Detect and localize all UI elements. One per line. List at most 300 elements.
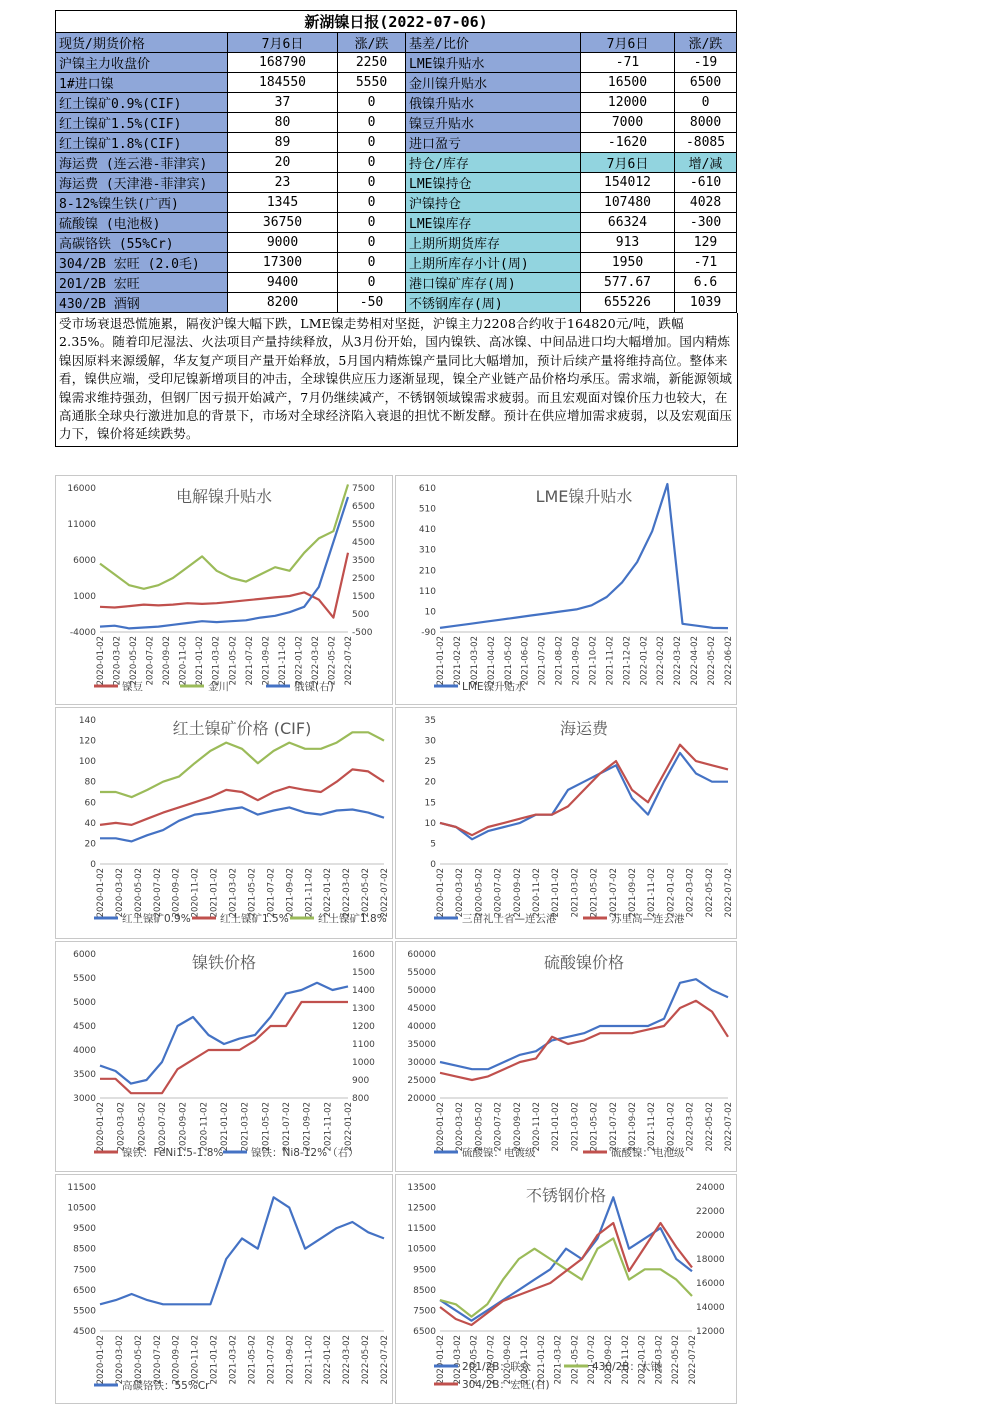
series-line [100, 732, 384, 797]
y-tick-label: 15 [424, 798, 436, 809]
x-tick-label: 2020-01-02 [436, 1102, 446, 1152]
series-line [440, 753, 728, 839]
left-row-change: 0 [338, 133, 406, 153]
chart-title: LME镍升贴水 [535, 487, 633, 506]
table-row [56, 153, 737, 173]
y2-tick-label: 900 [352, 1076, 370, 1086]
right-row-change: 6.6 [675, 273, 737, 293]
table-row [56, 253, 737, 273]
right-row-value: 913 [581, 233, 675, 253]
x-tick-label: 2022-02-02 [656, 636, 667, 686]
y2-tick-label: 1600 [352, 950, 375, 960]
left-row-change: 0 [338, 153, 406, 173]
y-tick-label: 11500 [67, 1183, 96, 1193]
x-tick-label: 2021-07-02 [266, 868, 277, 918]
x-tick-label: 2020-05-02 [133, 868, 144, 918]
right-subheader-date: 7月6日 [581, 153, 675, 173]
left-header-cell: 7月6日 [228, 33, 338, 53]
left-row-value: 9000 [228, 233, 338, 253]
x-tick-label: 2021-11-02 [647, 868, 658, 918]
x-tick-label: 2020-07-02 [152, 868, 163, 918]
y-tick-label: 140 [78, 716, 96, 726]
table-row [56, 173, 737, 193]
y-tick-label: 410 [418, 525, 436, 536]
left-header-cell: 涨/跌 [338, 33, 406, 53]
y2-tick-label: 24000 [696, 1183, 725, 1193]
y-tick-label: 210 [418, 566, 436, 577]
series-line [440, 1223, 692, 1325]
x-tick-label: 2022-07-02 [688, 1335, 698, 1385]
x-tick-label: 2022-03-02 [673, 636, 684, 686]
y-tick-label: -4000 [69, 628, 96, 638]
left-row-change: 0 [338, 173, 406, 193]
y-tick-label: 55000 [407, 968, 436, 978]
right-row-value: 16500 [581, 73, 675, 93]
y-tick-label: 8500 [73, 1244, 96, 1255]
x-tick-label: 2020-05-02 [474, 868, 485, 918]
y-tick-label: 5500 [73, 974, 96, 984]
right-row-value: -1620 [581, 133, 675, 153]
legend-label: 硫酸镍：电镀级 [462, 1147, 536, 1159]
y-tick-label: 25 [424, 757, 436, 768]
x-tick-label: 2021-04-02 [486, 636, 497, 686]
x-tick-label: 2022-01-02 [323, 1335, 334, 1385]
y2-tick-label: 1500 [352, 968, 375, 978]
left-row-label: 1#进口镍 [56, 73, 228, 93]
table-row [56, 193, 737, 213]
x-tick-label: 2022-03-02 [310, 636, 321, 686]
left-row-label: 201/2B 宏旺 [56, 273, 228, 293]
y-tick-label: 60 [84, 798, 96, 809]
table-row [56, 213, 737, 233]
x-tick-label: 2021-05-02 [589, 868, 600, 918]
right-row-label: 进口盈亏 [406, 133, 581, 153]
right-row-value: -71 [581, 53, 675, 73]
y2-tick-label: 16000 [696, 1279, 725, 1289]
x-tick-label: 2020-05-02 [129, 636, 140, 686]
chart-title: 硫酸镍价格 [543, 953, 625, 972]
x-tick-label: 2021-07-02 [608, 1102, 619, 1152]
legend-label: 俄镍(右) [294, 681, 334, 693]
y-tick-label: 9500 [73, 1224, 96, 1235]
x-tick-label: 2021-01-02 [436, 636, 446, 686]
y-tick-label: 5500 [73, 1306, 96, 1317]
right-row-value: 655226 [581, 293, 675, 313]
x-tick-label: 2021-09-02 [628, 1102, 638, 1152]
y2-tick-label: 1200 [352, 1022, 375, 1032]
x-tick-label: 2021-10-02 [588, 636, 599, 686]
legend-label: 高碳铬铁：55%Cr [122, 1380, 210, 1392]
y-tick-label: 610 [418, 484, 436, 494]
legend-label: 金川 [208, 681, 229, 693]
series-line [440, 979, 728, 1069]
left-row-change: 2250 [338, 53, 406, 73]
x-tick-label: 2022-05-02 [704, 1102, 715, 1152]
left-row-change: 0 [338, 213, 406, 233]
left-row-change: 0 [338, 193, 406, 213]
y2-tick-label: 1000 [352, 1058, 375, 1068]
x-tick-label: 2020-05-02 [469, 1335, 480, 1385]
y-tick-label: 16000 [67, 484, 96, 494]
y2-tick-label: 5500 [352, 520, 375, 530]
x-tick-label: 2020-05-02 [137, 1102, 148, 1152]
left-row-change: 5550 [338, 73, 406, 93]
x-tick-label: 2021-02-02 [452, 636, 463, 686]
x-tick-label: 2021-07-02 [608, 868, 619, 918]
right-row-change: -8085 [675, 133, 737, 153]
right-row-label: LME镍持仓 [406, 173, 581, 193]
legend-label: 苏里高—连云港 [611, 913, 685, 925]
series-line [100, 983, 348, 1084]
y-tick-label: 40 [84, 818, 96, 829]
y-tick-label: 7500 [73, 1265, 96, 1276]
y-tick-label: 35000 [407, 1040, 436, 1050]
right-row-change: -19 [675, 53, 737, 73]
x-tick-label: 2021-05-02 [589, 1102, 600, 1152]
x-tick-label: 2021-07-02 [537, 636, 548, 686]
right-row-value: 1950 [581, 253, 675, 273]
x-tick-label: 2021-09-02 [604, 1335, 614, 1385]
y2-tick-label: 20000 [696, 1231, 725, 1241]
right-row-label: 不锈钢库存(周) [406, 293, 581, 313]
y2-tick-label: 1400 [352, 986, 375, 996]
report-title: 新湖镍日报(2022-07-06) [56, 11, 737, 33]
x-tick-label: 2020-03-02 [452, 1335, 463, 1385]
y-tick-label: 45000 [407, 1004, 436, 1014]
table-row [56, 73, 737, 93]
right-row-change: 0 [675, 93, 737, 113]
x-tick-label: 2022-05-02 [707, 636, 718, 686]
y2-tick-label: 1100 [352, 1040, 375, 1050]
x-tick-label: 2022-01-02 [323, 868, 334, 918]
x-tick-label: 2022-03-02 [654, 1335, 665, 1385]
legend-label: 硫酸镍：电池级 [611, 1147, 685, 1159]
x-tick-label: 2022-03-02 [342, 1335, 353, 1385]
x-tick-label: 2020-03-02 [116, 1102, 127, 1152]
x-tick-label: 2022-03-02 [685, 868, 696, 918]
y-tick-label: 110 [418, 586, 436, 597]
y-tick-label: 6000 [73, 950, 96, 960]
x-tick-label: 2022-05-02 [361, 1335, 372, 1385]
chart-title: 不锈钢价格 [525, 1186, 607, 1205]
x-tick-label: 2020-07-02 [486, 1335, 497, 1385]
left-row-label: 304/2B 宏旺 (2.0毛) [56, 253, 228, 273]
x-tick-label: 2022-01-02 [666, 1102, 677, 1152]
x-tick-label: 2022-04-02 [690, 636, 701, 686]
x-tick-label: 2020-03-02 [114, 868, 125, 918]
x-tick-label: 2021-03-02 [570, 1102, 581, 1152]
x-tick-label: 2021-11-02 [647, 1102, 658, 1152]
x-tick-label: 2022-03-02 [342, 868, 353, 918]
market-summary: 受市场衰退恐慌施累，隔夜沪镍大幅下跌，LME镍走势相对坚挺，沪镍主力2208合约收于164820元/吨，跌幅2.35%。随着印尼湿法、火法项目产量持续释放，从3月份开始，国内镍铁、高冰镍、中间品进口均大幅增加。国内精炼镍因原料来源缓解，华友复产项目产量开始释放，5月国内精炼镍产量同比大幅增加，预计后续产量将维持高位。整体来看，镍供应端，受印尼镍新增项目的冲击，全球镍供应压力逐渐显现，镍全产业链产品价格均承压。需求端，新能源领域镍需求维持强劲，但钢厂因亏损开始减产，7月仍继续减产，不锈钢领域镍需求疲弱。而且宏观面对镍价压力也较大，在高通胀全球央行激进加息的背景下，市场对全球经济陷入衰退的担忧不断发酵。预计在供应增加需求疲弱，以及宏观面压力下，镍价将延续跌势。 [55, 313, 738, 447]
x-tick-label: 2021-11-02 [304, 868, 315, 918]
x-tick-label: 2021-12-02 [622, 636, 633, 686]
y-tick-label: 6500 [73, 1285, 96, 1296]
y-tick-label: -90 [421, 628, 436, 638]
y-tick-label: 30000 [407, 1058, 436, 1068]
y2-tick-label: 1500 [352, 592, 375, 602]
chart-panel-nickel-pig-iron [55, 941, 393, 1172]
y2-tick-label: -500 [352, 628, 373, 638]
left-row-value: 36750 [228, 213, 338, 233]
right-row-change: 129 [675, 233, 737, 253]
right-row-label: LME镍升贴水 [406, 53, 581, 73]
left-row-label: 高碳铬铁 (55%Cr) [56, 233, 228, 253]
left-row-label: 8-12%镍生铁(广西) [56, 193, 228, 213]
right-row-label: 俄镍升贴水 [406, 93, 581, 113]
x-tick-label: 2020-11-02 [532, 1102, 542, 1152]
right-row-label: 港口镍矿库存(周) [406, 273, 581, 293]
legend-label: 304/2B：宏旺(右) [462, 1379, 550, 1391]
y2-tick-label: 7500 [352, 484, 375, 494]
left-row-label: 沪镍主力收盘价 [56, 53, 228, 73]
left-row-change: 0 [338, 233, 406, 253]
y-tick-label: 20 [84, 839, 96, 850]
y2-tick-label: 18000 [696, 1255, 725, 1265]
legend-label: LME镍升贴水 [462, 681, 526, 693]
x-tick-label: 2020-11-02 [520, 1335, 530, 1385]
x-tick-label: 2020-11-02 [178, 636, 189, 686]
x-tick-label: 2021-01-02 [551, 1102, 562, 1152]
y-tick-label: 10 [424, 818, 436, 829]
right-header-cell: 涨/跌 [675, 33, 737, 53]
left-header-cell: 现货/期货价格 [56, 33, 228, 53]
left-row-value: 1345 [228, 193, 338, 213]
chart-panel-stainless-steel [395, 1174, 737, 1404]
table-row [56, 133, 737, 153]
legend-label: 红土镍矿0.9% [122, 913, 191, 925]
x-tick-label: 2021-07-02 [587, 1335, 598, 1385]
right-row-change: 8000 [675, 113, 737, 133]
y-tick-label: 5000 [73, 998, 96, 1008]
x-tick-label: 2021-07-02 [266, 1335, 277, 1385]
x-tick-label: 2020-01-02 [96, 1102, 106, 1152]
x-tick-label: 2021-11-02 [620, 1335, 631, 1385]
series-line [100, 553, 348, 618]
x-tick-label: 2022-05-02 [361, 868, 372, 918]
x-tick-label: 2020-01-02 [436, 1335, 446, 1385]
x-tick-label: 2020-11-02 [199, 1102, 210, 1152]
x-tick-label: 2022-07-02 [380, 868, 390, 918]
y-tick-label: 3000 [73, 1094, 96, 1104]
x-tick-label: 2021-03-02 [553, 1335, 564, 1385]
x-tick-label: 2022-05-02 [327, 636, 338, 686]
left-row-value: 80 [228, 113, 338, 133]
right-row-label: 沪镍持仓 [406, 193, 581, 213]
x-tick-label: 2021-09-02 [285, 868, 296, 918]
x-tick-label: 2021-03-02 [211, 636, 222, 686]
y-tick-label: 10 [424, 607, 436, 618]
left-row-value: 9400 [228, 273, 338, 293]
x-tick-label: 2021-01-02 [209, 1335, 220, 1385]
x-tick-label: 2020-05-02 [474, 1102, 485, 1152]
right-row-value: 7000 [581, 113, 675, 133]
x-tick-label: 2021-09-02 [302, 1102, 313, 1152]
x-tick-label: 2021-01-02 [195, 636, 206, 686]
y-tick-label: 10500 [67, 1203, 96, 1214]
legend-label: 镍豆 [122, 681, 143, 693]
x-tick-label: 2020-09-02 [512, 1102, 523, 1152]
left-row-change: 0 [338, 93, 406, 113]
legend-label: 红土镍矿1.8% [318, 913, 387, 925]
chart-panel-freight [395, 707, 737, 939]
x-tick-label: 2020-01-02 [96, 1335, 106, 1385]
right-row-label: 上期所期货库存 [406, 233, 581, 253]
y-tick-label: 4500 [73, 1327, 96, 1337]
price-table [55, 10, 737, 313]
y-tick-label: 0 [90, 860, 96, 870]
x-tick-label: 2022-07-02 [724, 1102, 734, 1152]
y-tick-label: 6000 [73, 556, 96, 566]
x-tick-label: 2022-05-02 [671, 1335, 682, 1385]
left-row-value: 37 [228, 93, 338, 113]
x-tick-label: 2021-06-02 [520, 636, 531, 686]
legend-label: 镍铁：Ni8-12%（右） [251, 1147, 359, 1159]
y-tick-label: 4000 [73, 1046, 96, 1056]
left-row-label: 红土镍矿1.8%(CIF) [56, 133, 228, 153]
table-row [56, 113, 737, 133]
x-tick-label: 2021-08-02 [554, 636, 565, 686]
y-tick-label: 30 [424, 736, 436, 747]
y2-tick-label: 2500 [352, 574, 375, 584]
left-row-value: 23 [228, 173, 338, 193]
x-tick-label: 2021-05-02 [261, 1102, 272, 1152]
y-tick-label: 80 [84, 777, 96, 788]
chart-panel-nickel-sulfate [395, 941, 737, 1172]
x-tick-label: 2021-09-02 [571, 636, 582, 686]
y-tick-label: 11000 [67, 520, 96, 530]
y-tick-label: 35 [424, 716, 436, 726]
x-tick-label: 2020-11-02 [532, 868, 542, 918]
right-subheader-label: 持仓/库存 [406, 153, 581, 173]
right-row-value: 107480 [581, 193, 675, 213]
right-subheader-change: 增/减 [675, 153, 737, 173]
right-row-value: 66324 [581, 213, 675, 233]
x-tick-label: 2021-01-02 [220, 1102, 230, 1152]
left-row-value: 8200 [228, 293, 338, 313]
y-tick-label: 60000 [407, 950, 436, 960]
series-line [100, 497, 348, 628]
series-line [100, 1197, 384, 1304]
left-row-value: 17300 [228, 253, 338, 273]
x-tick-label: 2021-01-02 [536, 1335, 547, 1385]
chart-panel-ferrochrome [55, 1174, 393, 1404]
right-row-label: 金川镍升贴水 [406, 73, 581, 93]
y-tick-label: 6500 [413, 1327, 436, 1337]
x-tick-label: 2020-01-02 [96, 868, 106, 918]
right-header-cell: 基差/比价 [406, 33, 581, 53]
y-tick-label: 40000 [407, 1022, 436, 1032]
chart-panel-lme-nickel [395, 475, 737, 705]
legend-label: 镍铁：FeNi1.5-1.8% [122, 1147, 224, 1159]
y-tick-label: 0 [430, 860, 436, 870]
legend-label: 三苗礼士省—连云港 [462, 913, 557, 925]
x-tick-label: 2020-11-02 [190, 868, 201, 918]
y-tick-label: 11500 [407, 1224, 436, 1235]
x-tick-label: 2021-11-02 [323, 1102, 334, 1152]
left-row-value: 168790 [228, 53, 338, 73]
x-tick-label: 2022-07-02 [344, 636, 354, 686]
y-tick-label: 9500 [413, 1265, 436, 1276]
y-tick-label: 120 [78, 736, 96, 747]
x-tick-label: 2020-03-02 [112, 636, 123, 686]
left-row-label: 红土镍矿0.9%(CIF) [56, 93, 228, 113]
x-tick-label: 2021-05-02 [247, 868, 258, 918]
chart-title: 海运费 [559, 719, 609, 738]
legend-label: 红土镍矿1.5% [220, 913, 289, 925]
x-tick-label: 2020-09-02 [512, 868, 523, 918]
left-row-label: 海运费 (连云港-菲津宾) [56, 153, 228, 173]
x-tick-label: 2020-07-02 [152, 1335, 163, 1385]
table-row [56, 293, 737, 313]
right-row-label: 镍豆升贴水 [406, 113, 581, 133]
x-tick-label: 2020-01-02 [96, 636, 106, 686]
y-tick-label: 100 [78, 757, 96, 768]
y-tick-label: 8500 [413, 1285, 436, 1296]
x-tick-label: 2021-11-02 [304, 1335, 315, 1385]
x-tick-label: 2020-11-02 [190, 1335, 201, 1385]
left-row-label: 海运费 (天津港-菲津宾) [56, 173, 228, 193]
x-tick-label: 2021-03-02 [570, 868, 581, 918]
y2-tick-label: 4500 [352, 538, 375, 548]
y2-tick-label: 12000 [696, 1327, 725, 1337]
x-tick-label: 2020-07-02 [493, 1102, 504, 1152]
x-tick-label: 2022-01-02 [639, 636, 650, 686]
x-tick-label: 2021-09-02 [628, 868, 638, 918]
daily-report [55, 10, 736, 447]
x-tick-label: 2020-09-02 [503, 1335, 514, 1385]
left-row-label: 红土镍矿1.5%(CIF) [56, 113, 228, 133]
x-tick-label: 2022-01-02 [637, 1335, 648, 1385]
y-tick-label: 310 [418, 545, 436, 556]
x-tick-label: 2020-03-02 [455, 868, 466, 918]
series-line [100, 1002, 348, 1093]
right-row-change: 6500 [675, 73, 737, 93]
y-tick-label: 3500 [73, 1070, 96, 1080]
right-header-cell: 7月6日 [581, 33, 675, 53]
table-header-row [56, 33, 737, 53]
y-tick-label: 50000 [407, 986, 436, 996]
y-tick-label: 4500 [73, 1022, 96, 1032]
x-tick-label: 2021-03-02 [228, 868, 239, 918]
left-row-change: 0 [338, 253, 406, 273]
left-row-value: 184550 [228, 73, 338, 93]
right-row-value: 577.67 [581, 273, 675, 293]
series-line [440, 1197, 692, 1320]
x-tick-label: 2021-07-02 [244, 636, 255, 686]
x-tick-label: 2022-07-02 [380, 1335, 390, 1385]
y2-tick-label: 6500 [352, 502, 375, 512]
x-tick-label: 2021-05-02 [503, 636, 514, 686]
left-row-change: 0 [338, 273, 406, 293]
right-row-value: 154012 [581, 173, 675, 193]
x-tick-label: 2021-05-02 [247, 1335, 258, 1385]
chart-title: 镍铁价格 [191, 953, 257, 972]
left-row-value: 20 [228, 153, 338, 173]
left-row-value: 89 [228, 133, 338, 153]
x-tick-label: 2020-05-02 [133, 1335, 144, 1385]
x-tick-label: 2021-05-02 [228, 636, 239, 686]
legend-label: 201/2B：联众 [462, 1361, 531, 1373]
x-tick-label: 2020-09-02 [171, 1335, 182, 1385]
x-tick-label: 2020-03-02 [455, 1102, 466, 1152]
right-row-value: 12000 [581, 93, 675, 113]
x-tick-label: 2020-09-02 [178, 1102, 189, 1152]
table-row [56, 273, 737, 293]
y-tick-label: 10500 [407, 1244, 436, 1255]
left-row-change: -50 [338, 293, 406, 313]
x-tick-label: 2022-03-02 [685, 1102, 696, 1152]
